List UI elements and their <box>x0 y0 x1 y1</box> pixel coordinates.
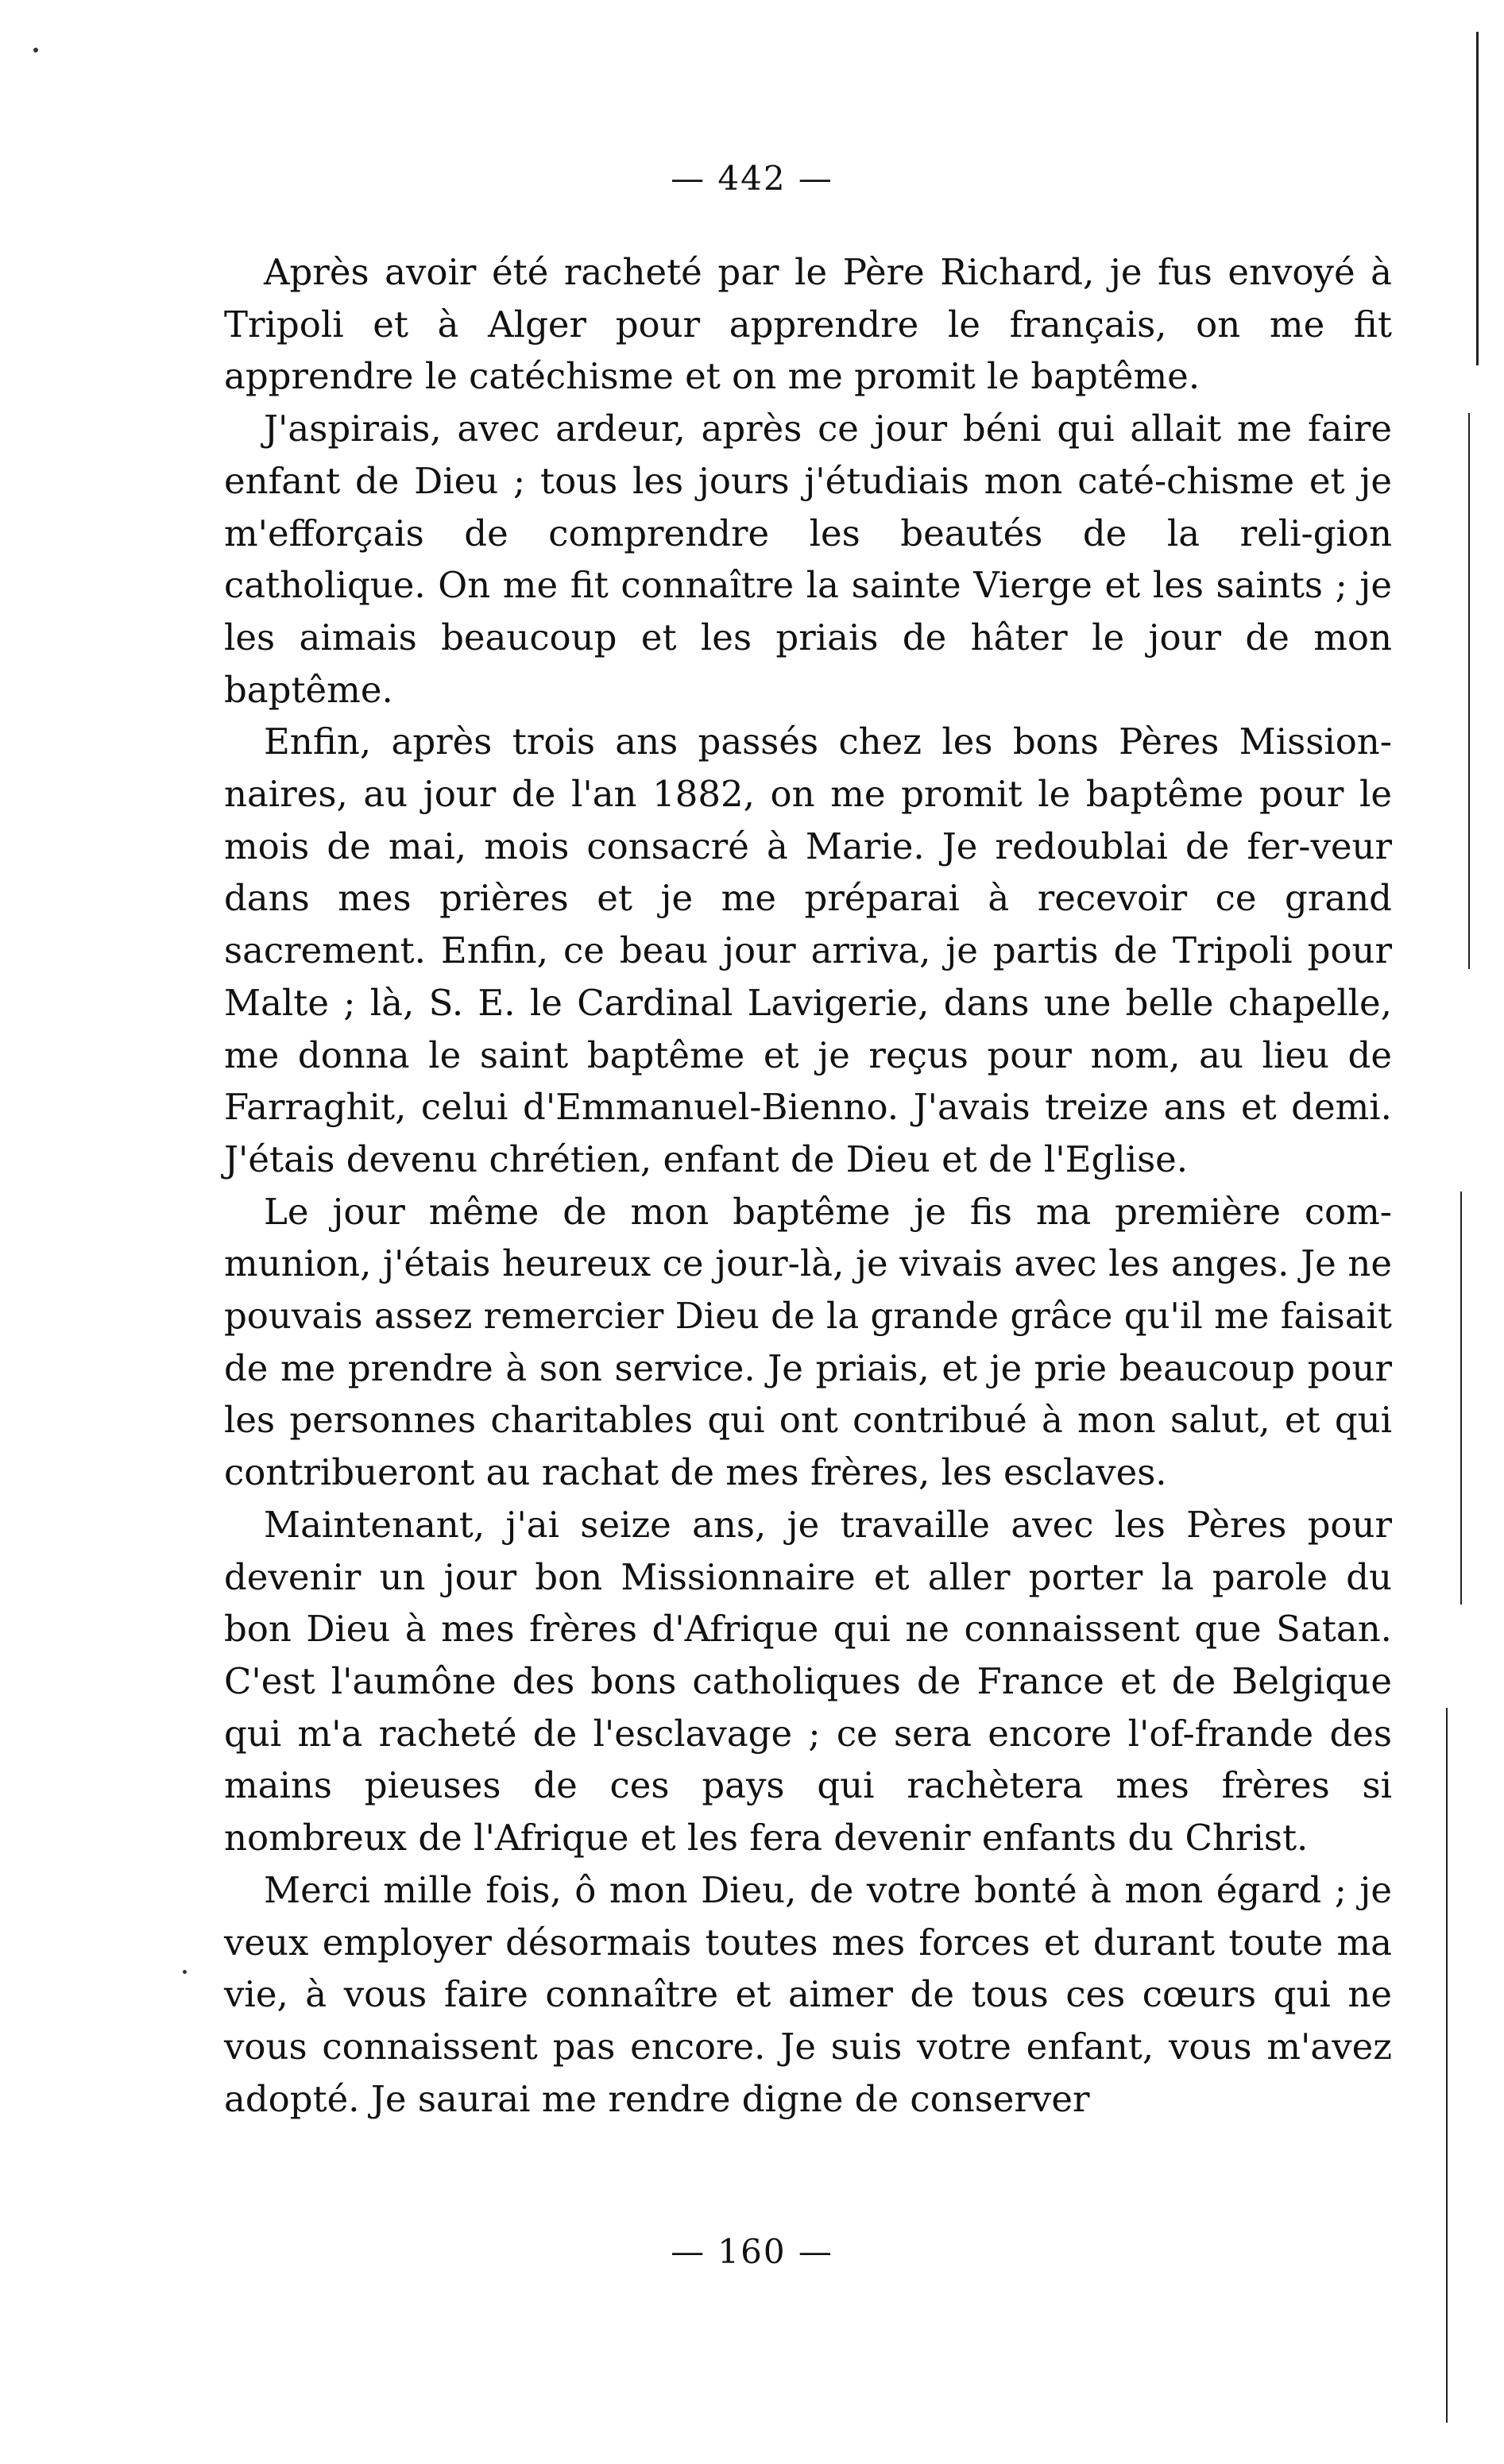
page-edge-mark <box>1476 32 1479 365</box>
page-edge-mark <box>1446 1708 1448 2423</box>
scan-speck <box>183 1970 187 1974</box>
paragraph: Enfin, après trois ans passés chez les bons Pères Mission-naires, au jour de l'an 1882, on me promit le baptême pour le mois de mai, mois consacré à Marie. Je redoublai de fer-veur dans mes prières et je me préparai à recevoir ce grand sacrement. Enfin, ce beau jour arriva, je partis de Tripoli pour Malte ; là, S. E. le Cardinal Lavigerie, dans une belle chapelle, me donna le saint baptême et je reçus pour nom, au lieu de Farraghit, celui d'Emmanuel-Bienno. J'avais treize ans et demi. J'étais devenu chrétien, enfant de Dieu et de l'Eglise. <box>224 720 1392 1180</box>
page-edge-mark <box>1468 413 1470 969</box>
paragraph: Merci mille fois, ô mon Dieu, de votre bonté à mon égard ; je veux employer désormais toutes mes forces et durant toute ma vie, à vous faire connaître et aimer de tous ces cœurs qui ne vous connaissent pas encore. Je suis votre enfant, vous m'avez adopté. Je saurai me rendre digne de conserver <box>224 1868 1392 2120</box>
scan-speck <box>33 48 38 52</box>
paragraph: Après avoir été racheté par le Père Richard, je fus envoyé à Tripoli et à Alger pour apprendre le français, on me fit apprendre le catéchisme et on me promit le baptême. <box>224 251 1392 398</box>
paragraph: Le jour même de mon baptême je fis ma première com-munion, j'étais heureux ce jour-là, je vivais avec les anges. Je ne pouvais assez remercier Dieu de la grande grâce qu'il me faisait de me prendre à son service. Je priais, et je prie beaucoup pour les personnes charitables qui ont contribué à mon salut, et qui contribueront au rachat de mes frères, les esclaves. <box>224 1190 1392 1494</box>
body-text <box>224 246 1392 2125</box>
paragraph: Maintenant, j'ai seize ans, je travaille avec les Pères pour devenir un jour bon Missionnaire et aller porter la parole du bon Dieu à mes frères d'Afrique qui ne connaissent que Satan. C'est l'aumône des bons catholiques de France et de Belgique qui m'a racheté de l'esclavage ; ce sera encore l'of-frande des mains pieuses de ces pays qui rachètera mes frères si nombreux de l'Afrique et les fera devenir enfants du Christ. <box>224 1503 1392 1860</box>
folio-number: — 160 — <box>671 2232 833 2271</box>
running-page-number: — 442 — <box>671 159 833 198</box>
page-edge-mark <box>1460 1191 1462 1605</box>
paragraph: J'aspirais, avec ardeur, après ce jour béni qui allait me faire enfant de Dieu ; tous les jours j'étudiais mon caté-chisme et je m'efforçais de comprendre les beautés de la reli-gion catholique. On me fit connaître la sainte Vierge et les saints ; je les aimais beaucoup et les priais de hâter le jour de mon baptême. <box>224 407 1392 711</box>
